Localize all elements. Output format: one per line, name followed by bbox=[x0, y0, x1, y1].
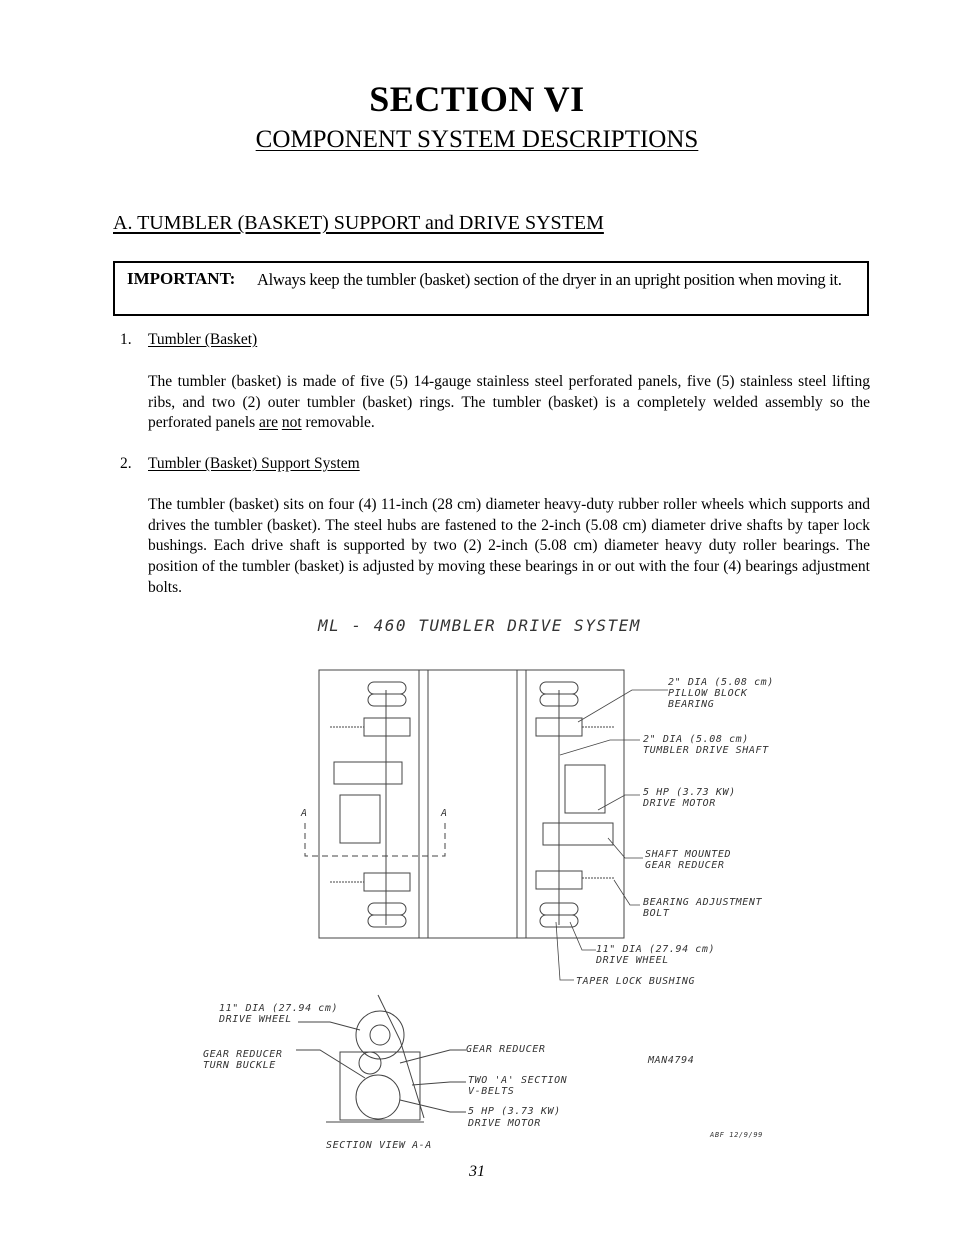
drawing-initials: ABF 12/9/99 bbox=[710, 1131, 763, 1139]
sv-drive-wheel-hub bbox=[370, 1025, 390, 1045]
label-motor-line1: 5 HP (3.73 KW) bbox=[643, 787, 736, 798]
sv-label-turnbuckle-line1: GEAR REDUCER bbox=[203, 1049, 283, 1060]
sv-caption: SECTION VIEW A-A bbox=[326, 1140, 432, 1151]
label-bolt-line1: BEARING ADJUSTMENT bbox=[643, 897, 763, 908]
label-motor-line2: DRIVE MOTOR bbox=[643, 798, 716, 809]
drive-wheel bbox=[368, 682, 406, 694]
label-pillow-line1: 2" DIA (5.08 cm) bbox=[668, 677, 774, 688]
subsection-heading-text: A. TUMBLER (BASKET) SUPPORT and DRIVE SYSTEM bbox=[113, 212, 604, 234]
sv-label-belts-line1: TWO 'A' SECTION bbox=[468, 1075, 568, 1086]
leader-line bbox=[556, 922, 574, 980]
label-reducer-line1: SHAFT MOUNTED bbox=[645, 849, 732, 860]
page-number: 31 bbox=[469, 1163, 485, 1180]
label-reducer-line2: GEAR REDUCER bbox=[645, 860, 725, 871]
item-paragraph: The tumbler (basket) sits on four (4) 11-inch (28 cm) diameter heavy-duty rubber roller wheels which supports and drives the tumbler (basket). The steel hubs are fastened to the 2-inch (5.08 cm) diameter drive shafts by taper lock bushings. Each drive shaft is supported by two (2) 2-inch (5.08 cm) diameter heavy duty roller bearings. The position of the tumbler (basket) is adjusted by moving these bearings in or out with the four (4) bearings adjustment bolts. bbox=[148, 496, 870, 596]
emphasis-are: are bbox=[259, 414, 278, 432]
drive-system-diagram bbox=[190, 600, 790, 1160]
section-line bbox=[305, 823, 445, 856]
sv-label-belts-line2: V-BELTS bbox=[468, 1086, 515, 1097]
section-view bbox=[296, 995, 466, 1122]
drive-motor bbox=[565, 765, 605, 813]
item-number: 2. bbox=[120, 455, 132, 472]
drive-wheel bbox=[368, 694, 406, 706]
leader-line bbox=[560, 740, 640, 755]
leader-line bbox=[296, 1050, 365, 1078]
label-pillow-line2: PILLOW BLOCK bbox=[668, 688, 748, 699]
item-number: 1. bbox=[120, 331, 132, 348]
pillow-block-bearing bbox=[364, 873, 410, 891]
sv-v-belts bbox=[378, 995, 424, 1118]
sv-label-motor-line2: DRIVE MOTOR bbox=[468, 1118, 541, 1129]
top-view bbox=[305, 670, 624, 938]
sv-label-wheel-line2: DRIVE WHEEL bbox=[219, 1014, 292, 1025]
leader-line bbox=[578, 690, 668, 722]
section-subtitle-text: COMPONENT SYSTEM DESCRIPTIONS bbox=[255, 126, 699, 153]
sv-label-motor-line1: 5 HP (3.73 KW) bbox=[468, 1106, 561, 1117]
important-notice bbox=[113, 261, 869, 316]
sv-label-wheel-line1: 11" DIA (27.94 cm) bbox=[219, 1003, 339, 1014]
sv-label-turnbuckle-line2: TURN BUCKLE bbox=[203, 1060, 276, 1071]
frame-outline bbox=[319, 670, 624, 938]
label-bolt-line2: BOLT bbox=[643, 908, 670, 919]
section-subtitle bbox=[0, 126, 954, 154]
gear-reducer bbox=[543, 823, 613, 845]
label-shaft-line1: 2" DIA (5.08 cm) bbox=[643, 734, 749, 745]
label-wheel-line1: 11" DIA (27.94 cm) bbox=[596, 944, 716, 955]
leader-line bbox=[400, 1100, 466, 1112]
leader-line bbox=[298, 1022, 360, 1030]
section-marker-left: A bbox=[301, 808, 308, 819]
item-paragraph bbox=[148, 372, 870, 434]
paragraph-text-end: removable. bbox=[301, 414, 375, 432]
subsection-heading bbox=[113, 212, 604, 235]
label-shaft-line2: TUMBLER DRIVE SHAFT bbox=[643, 745, 769, 756]
sv-label-gear: GEAR REDUCER bbox=[466, 1044, 546, 1055]
paragraph-text: The tumbler (basket) is made of five (5) 14-gauge stainless steel perforated panels, five (5) stainless steel lifting ribs, and two (2) outer tumbler (basket) rings. The tumbler (basket) is a completely welded assembly so the perforated panels bbox=[148, 373, 870, 432]
diagram-title: ML - 460 TUMBLER DRIVE SYSTEM bbox=[318, 616, 641, 635]
leader-line bbox=[614, 880, 640, 905]
label-pillow-line3: BEARING bbox=[668, 699, 715, 710]
emphasis-not: not bbox=[281, 414, 302, 432]
sv-drive-motor bbox=[356, 1075, 400, 1119]
drive-motor bbox=[340, 795, 380, 843]
sv-gear-reducer bbox=[359, 1052, 381, 1074]
leader-line bbox=[598, 795, 640, 810]
section-marker-right: A bbox=[441, 808, 448, 819]
item-title: Tumbler (Basket) bbox=[148, 331, 258, 348]
drawing-number: MAN4794 bbox=[648, 1055, 695, 1066]
label-wheel-line2: DRIVE WHEEL bbox=[596, 955, 669, 966]
drive-wheel bbox=[368, 915, 406, 927]
label-bushing: TAPER LOCK BUSHING bbox=[576, 976, 696, 987]
important-text: Always keep the tumbler (basket) section of the dryer in an upright position when moving it. bbox=[257, 270, 842, 289]
important-label: IMPORTANT: bbox=[127, 269, 236, 288]
pillow-block-bearing bbox=[364, 718, 410, 736]
section-title: SECTION VI bbox=[369, 79, 585, 119]
gear-reducer bbox=[334, 762, 402, 784]
drive-wheel bbox=[368, 903, 406, 915]
item-title: Tumbler (Basket) Support System bbox=[148, 455, 360, 472]
sv-housing bbox=[340, 1052, 420, 1120]
